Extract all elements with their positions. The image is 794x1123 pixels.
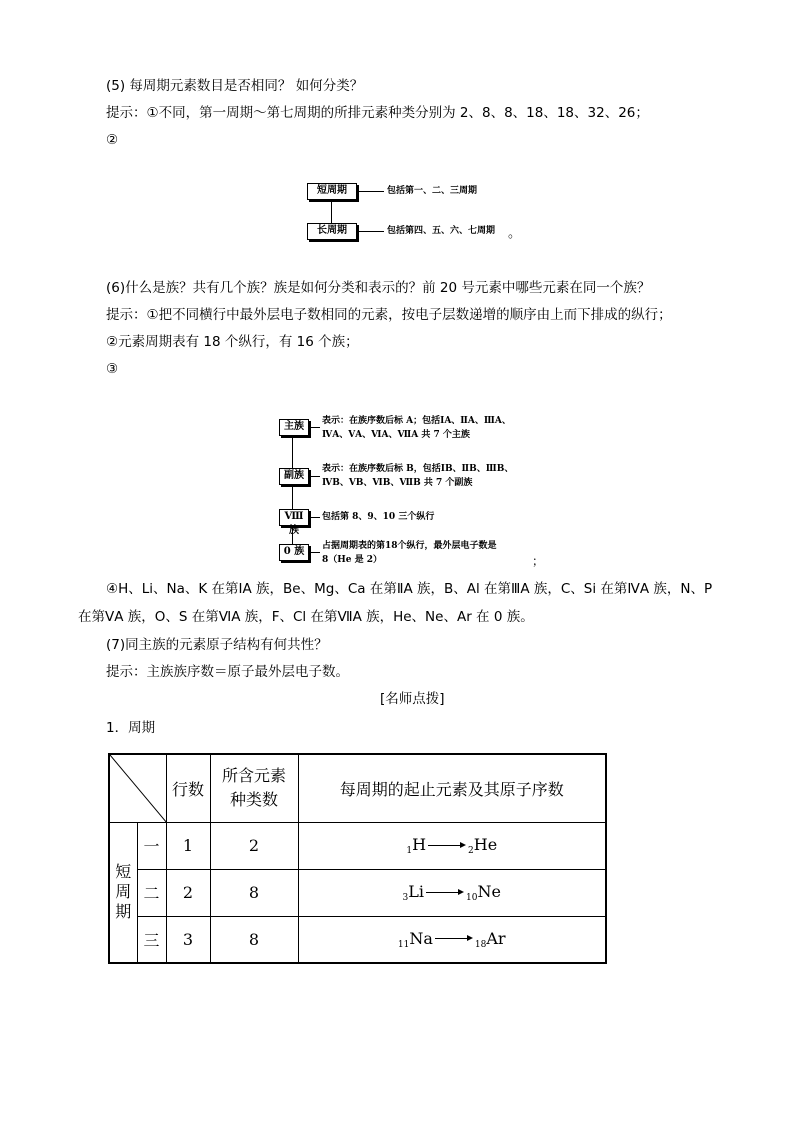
connector [310,517,320,518]
long-period-box: 长周期 [307,223,357,240]
period-name: 一 [137,822,166,869]
q6-hint-1: 提示：①把不同横行中最外层电子数相同的元素，按电子层数递增的顺序由上而下排成的纵行； [106,307,672,323]
long-period-desc: 包括第四、五、六、七周期 [387,226,496,236]
arrow-icon [435,934,473,944]
q6-question: (6)什么是族？共有几个族？族是如何分类和表示的？前 20 号元素中哪些元素在同一个族？ [106,280,651,296]
short-period-box: 短周期 [307,183,357,200]
table-row [109,822,606,869]
arrow-icon [426,888,464,898]
sub-group-desc-1: 表示：在族序数后标 B，包括ⅠB、ⅡB、ⅢB、 [322,464,514,474]
period-name: 二 [137,869,166,916]
row-number: 3 [166,916,210,963]
q5-hint-1: 提示：①不同，第一周期～第七周期的所排元素种类分别为 2、8、8、18、18、32、26； [106,105,649,121]
connector [310,552,320,553]
q6-hint-4-line-1: ④H、Li、Na、K 在第ⅠA 族，Be、Mg、Ca 在第ⅡA 族，B、Al 在第ⅢA 族，C、Si 在第ⅣA 族，N、P [106,581,713,597]
main-group-desc-2: ⅣA、ⅤA、ⅥA、ⅦA 共 7 个主族 [322,430,470,440]
table-header-row [109,754,606,822]
row-number: 1 [166,822,210,869]
element-range: $_{11}$Na $_{18}$Ar [298,916,606,963]
main-group-box: 主族 [279,419,309,436]
element-range: $_3$Li $_{10}$Ne [298,869,606,916]
table-row [109,869,606,916]
diagonal-line [110,755,167,823]
group-zero-desc-2: 8（He 是 2） [322,555,383,565]
arrow-icon [428,841,466,851]
row-number: 2 [166,869,210,916]
element-count: 8 [210,869,298,916]
element-count: 2 [210,822,298,869]
header-element-kinds: 所含元素 种类数 [210,754,298,822]
diagonal-header-cell [109,754,166,822]
q5-hint-2-marker: ② [106,132,119,148]
table-row [109,916,606,963]
short-period-group-label: 短周期 [109,822,137,963]
group-zero-desc-1: 占据周期表的第18个纵行，最外层电子数是 [322,541,497,551]
subsection-title: 1．周期 [106,720,156,736]
section-title: [名师点拨] [380,691,445,707]
q6-hint-3-marker: ③ [106,361,119,377]
period-name: 三 [137,916,166,963]
end-mark: ； [532,554,545,568]
connector [310,476,320,477]
q7-hint: 提示：主族族序数＝原子最外层电子数。 [106,664,349,680]
header-start-end-elements: 每周期的起止元素及其原子序数 [298,754,606,822]
connector [331,200,332,223]
period-table [108,753,607,964]
q6-hint-2: ②元素周期表有 18 个纵行，有 16 个族； [106,334,359,350]
sub-group-desc-2: ⅣB、ⅤB、ⅥB、ⅦB 共 7 个副族 [322,478,473,488]
group-viii-box: Ⅷ 族 [279,509,309,526]
group-zero-box: 0 族 [279,544,309,561]
connector [358,191,384,192]
q6-hint-4-line-2: 在第ⅤA 族，O、S 在第ⅥA 族，F、Cl 在第ⅦA 族，He、Ne、Ar 在 0 族。 [78,609,534,625]
connector [310,427,320,428]
element-count: 8 [210,916,298,963]
group-viii-desc: 包括第 8、9、10 三个纵行 [322,512,435,522]
q5-question: (5) 每周期元素数目是否相同？ 如何分类？ [106,78,364,94]
connector [358,231,384,232]
q7-question: (7)同主族的元素原子结构有何共性？ [106,637,328,653]
end-mark: 。 [508,226,522,241]
short-period-desc: 包括第一、二、三周期 [387,186,478,196]
main-group-desc-1: 表示：在族序数后标 A；包括ⅠA、ⅡA、ⅢA、 [322,416,511,426]
element-range: $_1$H $_2$He [298,822,606,869]
sub-group-box: 副族 [279,468,309,485]
header-row-count: 行数 [166,754,210,822]
